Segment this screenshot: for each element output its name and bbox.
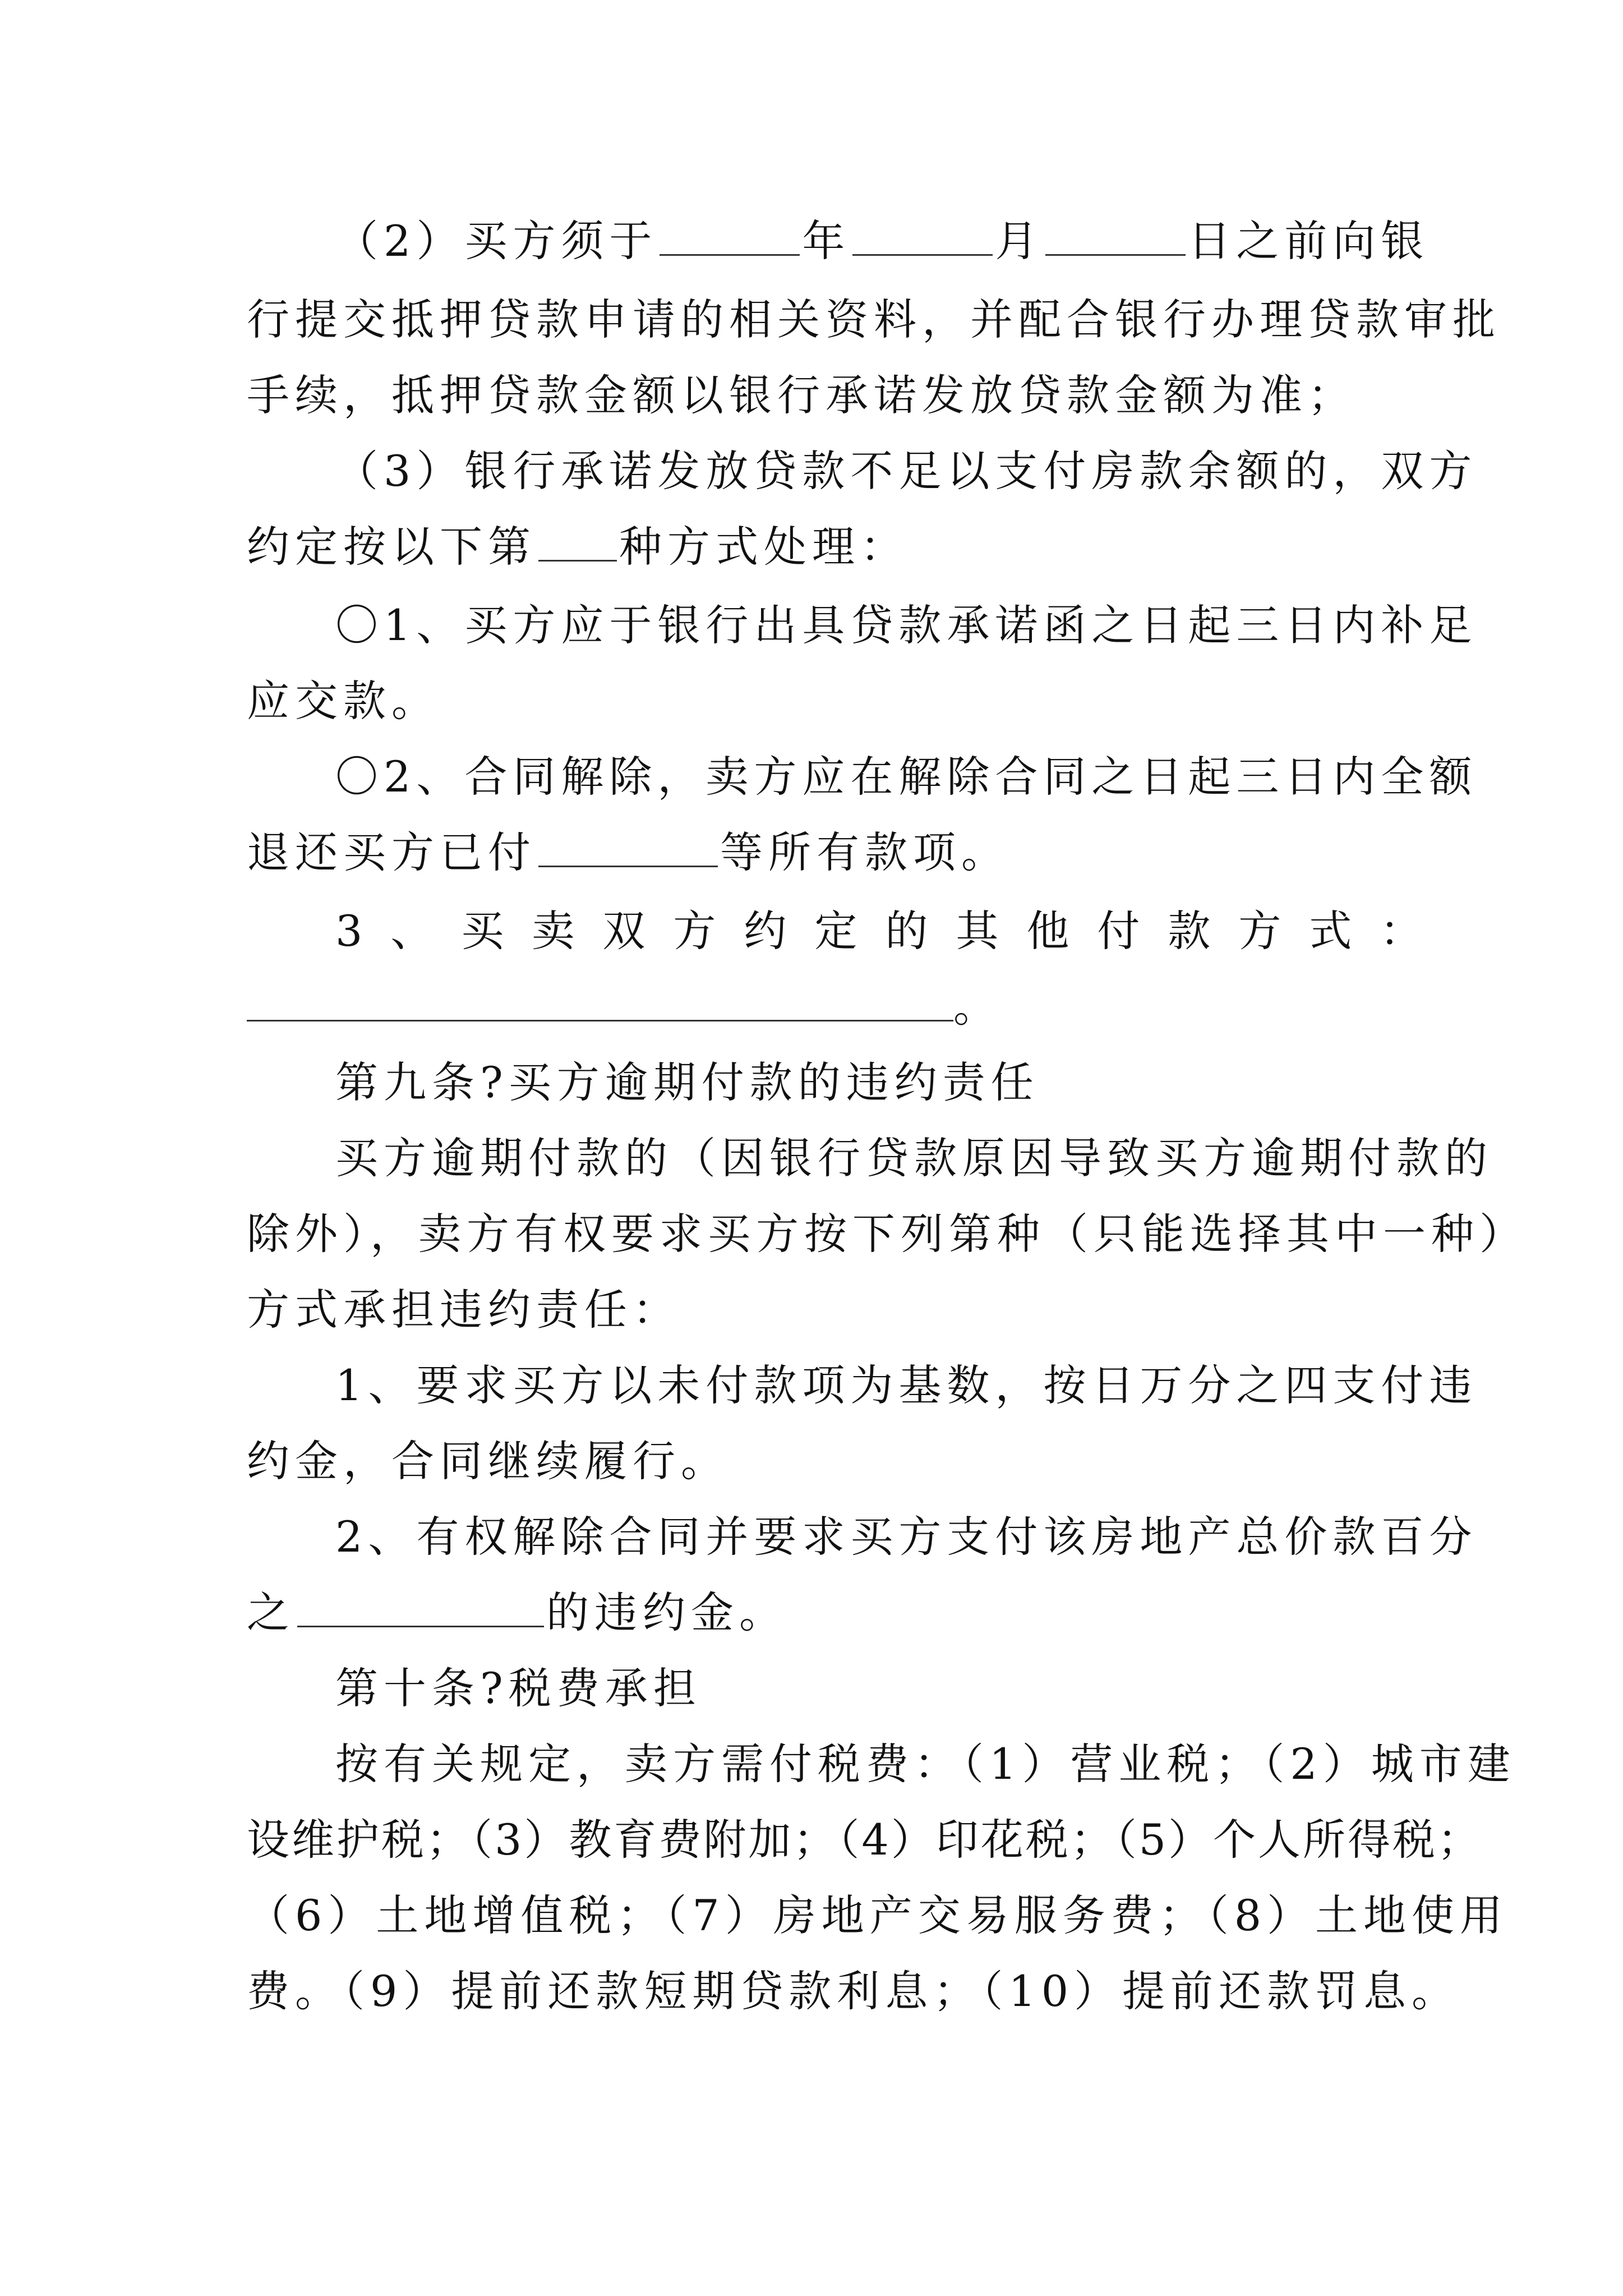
paragraph-line [335,597,1478,654]
section-heading [335,1055,1380,1111]
text-run: 等所有款项。 [720,827,1009,877]
text-run: 〇2、合同解除，卖方应在解除合同之日起三日内全额 [335,752,1478,802]
paragraph-line [335,1509,1478,1565]
text-run: 费。（9）提前还款短期贷款利息；（10）提前还款罚息。 [247,1966,1460,2016]
text-run: 手续，抵押贷款金额以银行承诺发放贷款金额为准； [247,370,1356,420]
blank-day [1045,215,1186,256]
paragraph-line [247,825,1380,881]
text-run: 应交款。 [247,676,440,726]
paragraph-line [247,519,1380,575]
paragraph-line [247,673,1380,729]
text-run: 行提交抵押贷款申请的相关资料，并配合银行办理贷款审批 [247,295,1501,344]
text-run: 月 [995,216,1044,266]
paragraph-line [247,979,1380,1035]
text-run: 2、有权解除合同并要求买方支付该房地产总价款百分 [335,1512,1478,1562]
blank-option-number [538,521,617,562]
text-run: 种方式处理： [619,522,909,572]
text-run: 之 [247,1588,295,1637]
blank-other-payment [247,981,953,1022]
paragraph-line [335,443,1478,499]
paragraph-line [247,1963,1460,2019]
text-run: 按有关规定，卖方需付税费：（1）营业税；（2）城市建 [335,1739,1516,1789]
text-run: 买方逾期付款的（因银行贷款原因导致买方逾期付款的 [335,1133,1493,1183]
paragraph-line [247,1282,1380,1338]
paragraph-line [247,1433,1380,1489]
paragraph-line [335,213,1430,269]
paragraph-line [247,1888,1509,1944]
text-run: 第十条?税费承担 [335,1663,702,1713]
paragraph-line [247,1585,1380,1641]
paragraph-line [335,903,1451,959]
text-run: （2）买方须于 [335,216,658,266]
text-run: 1、要求买方以未付款项为基数，按日万分之四支付违 [335,1360,1478,1410]
text-run: 〇1、买方应于银行出具贷款承诺函之日起三日内补足 [335,600,1478,650]
text-run: 。 [953,982,1002,1032]
text-run: 3、买卖双方约定的其他付款方式： [335,906,1451,956]
text-run: 方式承担违约责任： [247,1285,681,1335]
paragraph-line [247,1812,1483,1868]
text-run: 的违约金。 [546,1588,787,1637]
text-run: 第九条?买方逾期付款的违约责任 [335,1057,1039,1107]
text-run: 退还买方已付 [247,827,536,877]
paragraph-line [335,1358,1478,1414]
text-run: 日之前向银 [1188,216,1430,266]
blank-month [852,215,993,256]
text-run: 设维护税；（3）教育费附加；（4）印花税；（5）个人所得税； [247,1815,1483,1865]
paragraph-line [247,1206,1528,1262]
text-run: 约定按以下第 [247,522,536,572]
blank-percentage [297,1586,544,1627]
blank-paid-amount [538,826,718,867]
text-run: 除外），卖方有权要求买方按下列第种（只能选择其中一种） [247,1209,1528,1259]
paragraph-line [247,292,1501,348]
text-run: 年 [802,216,851,266]
paragraph-line [335,1130,1493,1186]
blank-year [660,215,800,256]
text-run: （3）银行承诺发放贷款不足以支付房款余额的，双方 [335,446,1478,496]
text-run: 约金，合同继续履行。 [247,1436,729,1486]
text-run: （6）土地增值税；（7）房地产交易服务费；（8）土地使用 [247,1890,1509,1940]
paragraph-line [335,749,1478,805]
paragraph-line [335,1736,1516,1792]
section-heading [335,1660,1380,1717]
paragraph-line [247,367,1380,424]
